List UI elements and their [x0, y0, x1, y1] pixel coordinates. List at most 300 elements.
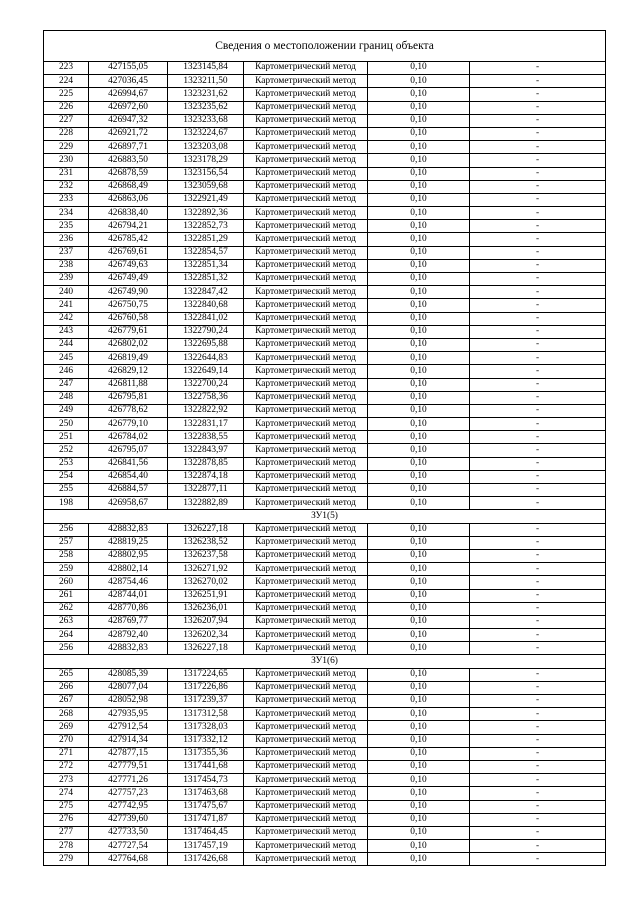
y-coordinate-cell: 1322649,14 [168, 365, 244, 378]
point-number-cell: 273 [44, 774, 89, 787]
table-row [44, 404, 606, 417]
method-cell: Картометрический метод [244, 141, 368, 154]
accuracy-cell: 0,10 [368, 576, 470, 589]
point-number-cell: 249 [44, 404, 89, 417]
x-coordinate-cell: 426854,40 [89, 470, 168, 483]
point-number-cell: 198 [44, 497, 89, 510]
description-cell: - [470, 853, 606, 866]
description-cell: - [470, 695, 606, 708]
document-page [43, 30, 605, 866]
table-row [44, 75, 606, 88]
x-coordinate-cell: 426760,58 [89, 312, 168, 325]
x-coordinate-cell: 426958,67 [89, 497, 168, 510]
point-number-cell: 256 [44, 642, 89, 655]
point-number-cell: 243 [44, 325, 89, 338]
description-cell: - [470, 154, 606, 167]
description-cell: - [470, 286, 606, 299]
table-row [44, 365, 606, 378]
accuracy-cell: 0,10 [368, 325, 470, 338]
method-cell: Картометрический метод [244, 312, 368, 325]
accuracy-cell: 0,10 [368, 642, 470, 655]
y-coordinate-cell: 1322882,89 [168, 497, 244, 510]
method-cell: Картометрический метод [244, 602, 368, 615]
x-coordinate-cell: 426947,32 [89, 114, 168, 127]
x-coordinate-cell: 426785,42 [89, 233, 168, 246]
accuracy-cell: 0,10 [368, 840, 470, 853]
method-cell: Картометрический метод [244, 642, 368, 655]
method-cell: Картометрический метод [244, 708, 368, 721]
table-row [44, 549, 606, 562]
method-cell: Картометрический метод [244, 75, 368, 88]
accuracy-cell: 0,10 [368, 338, 470, 351]
accuracy-cell: 0,10 [368, 536, 470, 549]
section-header: ЗУ1(5) [44, 510, 606, 523]
table-row [44, 760, 606, 773]
x-coordinate-cell: 426863,06 [89, 193, 168, 206]
description-cell: - [470, 497, 606, 510]
y-coordinate-cell: 1317463,68 [168, 787, 244, 800]
accuracy-cell: 0,10 [368, 760, 470, 773]
accuracy-cell: 0,10 [368, 299, 470, 312]
point-number-cell: 269 [44, 721, 89, 734]
point-number-cell: 272 [44, 760, 89, 773]
table-row [44, 668, 606, 681]
table-row [44, 853, 606, 866]
description-cell: - [470, 338, 606, 351]
description-cell: - [470, 207, 606, 220]
accuracy-cell: 0,10 [368, 114, 470, 127]
accuracy-cell: 0,10 [368, 127, 470, 140]
table-row [44, 800, 606, 813]
point-number-cell: 246 [44, 365, 89, 378]
y-coordinate-cell: 1322854,57 [168, 246, 244, 259]
method-cell: Картометрический метод [244, 457, 368, 470]
method-cell: Картометрический метод [244, 246, 368, 259]
y-coordinate-cell: 1322892,36 [168, 207, 244, 220]
point-number-cell: 229 [44, 141, 89, 154]
method-cell: Картометрический метод [244, 418, 368, 431]
y-coordinate-cell: 1323224,67 [168, 127, 244, 140]
description-cell: - [470, 457, 606, 470]
method-cell: Картометрический метод [244, 853, 368, 866]
method-cell: Картометрический метод [244, 286, 368, 299]
point-number-cell: 234 [44, 207, 89, 220]
y-coordinate-cell: 1317457,19 [168, 840, 244, 853]
table-row [44, 62, 606, 75]
y-coordinate-cell: 1322695,88 [168, 338, 244, 351]
accuracy-cell: 0,10 [368, 246, 470, 259]
point-number-cell: 252 [44, 444, 89, 457]
description-cell: - [470, 167, 606, 180]
method-cell: Картометрический метод [244, 800, 368, 813]
point-number-cell: 228 [44, 127, 89, 140]
accuracy-cell: 0,10 [368, 286, 470, 299]
method-cell: Картометрический метод [244, 299, 368, 312]
x-coordinate-cell: 428802,95 [89, 549, 168, 562]
x-coordinate-cell: 427036,45 [89, 75, 168, 88]
accuracy-cell: 0,10 [368, 695, 470, 708]
table-row [44, 180, 606, 193]
table-row [44, 220, 606, 233]
x-coordinate-cell: 426779,61 [89, 325, 168, 338]
table-row [44, 681, 606, 694]
y-coordinate-cell: 1317226,86 [168, 681, 244, 694]
y-coordinate-cell: 1326227,18 [168, 642, 244, 655]
point-number-cell: 223 [44, 62, 89, 75]
x-coordinate-cell: 428770,86 [89, 602, 168, 615]
accuracy-cell: 0,10 [368, 563, 470, 576]
table-row [44, 484, 606, 497]
table-row [44, 589, 606, 602]
table-row [44, 391, 606, 404]
x-coordinate-cell: 427935,95 [89, 708, 168, 721]
accuracy-cell: 0,10 [368, 800, 470, 813]
method-cell: Картометрический метод [244, 101, 368, 114]
accuracy-cell: 0,10 [368, 193, 470, 206]
point-number-cell: 231 [44, 167, 89, 180]
point-number-cell: 262 [44, 602, 89, 615]
accuracy-cell: 0,10 [368, 444, 470, 457]
table-title: Сведения о местоположении границ объекта [44, 31, 606, 62]
accuracy-cell: 0,10 [368, 418, 470, 431]
y-coordinate-cell: 1326251,91 [168, 589, 244, 602]
method-cell: Картометрический метод [244, 127, 368, 140]
accuracy-cell: 0,10 [368, 484, 470, 497]
point-number-cell: 264 [44, 629, 89, 642]
y-coordinate-cell: 1317355,36 [168, 747, 244, 760]
table-row [44, 536, 606, 549]
point-number-cell: 251 [44, 431, 89, 444]
method-cell: Картометрический метод [244, 721, 368, 734]
method-cell: Картометрический метод [244, 536, 368, 549]
method-cell: Картометрический метод [244, 523, 368, 536]
description-cell: - [470, 193, 606, 206]
y-coordinate-cell: 1317464,45 [168, 826, 244, 839]
accuracy-cell: 0,10 [368, 75, 470, 88]
table-row [44, 127, 606, 140]
accuracy-cell: 0,10 [368, 233, 470, 246]
x-coordinate-cell: 427764,68 [89, 853, 168, 866]
method-cell: Картометрический метод [244, 576, 368, 589]
method-cell: Картометрический метод [244, 207, 368, 220]
description-cell: - [470, 62, 606, 75]
accuracy-cell: 0,10 [368, 523, 470, 536]
point-number-cell: 227 [44, 114, 89, 127]
description-cell: - [470, 114, 606, 127]
table-row [44, 246, 606, 259]
table-row [44, 233, 606, 246]
y-coordinate-cell: 1322851,34 [168, 259, 244, 272]
accuracy-cell: 0,10 [368, 220, 470, 233]
method-cell: Картометрический метод [244, 352, 368, 365]
description-cell: - [470, 721, 606, 734]
point-number-cell: 274 [44, 787, 89, 800]
method-cell: Картометрический метод [244, 431, 368, 444]
point-number-cell: 232 [44, 180, 89, 193]
description-cell: - [470, 127, 606, 140]
x-coordinate-cell: 426994,67 [89, 88, 168, 101]
accuracy-cell: 0,10 [368, 629, 470, 642]
section-header-row [44, 510, 606, 523]
point-number-cell: 240 [44, 286, 89, 299]
y-coordinate-cell: 1326236,01 [168, 602, 244, 615]
description-cell: - [470, 536, 606, 549]
description-cell: - [470, 378, 606, 391]
x-coordinate-cell: 426784,02 [89, 431, 168, 444]
x-coordinate-cell: 426838,40 [89, 207, 168, 220]
description-cell: - [470, 602, 606, 615]
x-coordinate-cell: 428744,01 [89, 589, 168, 602]
accuracy-cell: 0,10 [368, 180, 470, 193]
description-cell: - [470, 404, 606, 417]
description-cell: - [470, 549, 606, 562]
table-row [44, 338, 606, 351]
accuracy-cell: 0,10 [368, 774, 470, 787]
point-number-cell: 245 [44, 352, 89, 365]
accuracy-cell: 0,10 [368, 826, 470, 839]
x-coordinate-cell: 426819,49 [89, 352, 168, 365]
x-coordinate-cell: 426972,60 [89, 101, 168, 114]
x-coordinate-cell: 426749,63 [89, 259, 168, 272]
x-coordinate-cell: 426795,07 [89, 444, 168, 457]
method-cell: Картометрический метод [244, 378, 368, 391]
table-row [44, 721, 606, 734]
accuracy-cell: 0,10 [368, 457, 470, 470]
method-cell: Картометрический метод [244, 787, 368, 800]
table-row [44, 167, 606, 180]
y-coordinate-cell: 1317312,58 [168, 708, 244, 721]
description-cell: - [470, 246, 606, 259]
method-cell: Картометрический метод [244, 88, 368, 101]
description-cell: - [470, 774, 606, 787]
accuracy-cell: 0,10 [368, 62, 470, 75]
table-row [44, 207, 606, 220]
accuracy-cell: 0,10 [368, 352, 470, 365]
y-coordinate-cell: 1322840,68 [168, 299, 244, 312]
table-row [44, 840, 606, 853]
description-cell: - [470, 840, 606, 853]
description-cell: - [470, 352, 606, 365]
y-coordinate-cell: 1322831,17 [168, 418, 244, 431]
point-number-cell: 260 [44, 576, 89, 589]
table-row [44, 101, 606, 114]
x-coordinate-cell: 428832,83 [89, 642, 168, 655]
description-cell: - [470, 391, 606, 404]
method-cell: Картометрический метод [244, 629, 368, 642]
point-number-cell: 253 [44, 457, 89, 470]
point-number-cell: 224 [44, 75, 89, 88]
method-cell: Картометрический метод [244, 549, 368, 562]
method-cell: Картометрический метод [244, 734, 368, 747]
description-cell: - [470, 826, 606, 839]
x-coordinate-cell: 426811,88 [89, 378, 168, 391]
description-cell: - [470, 629, 606, 642]
accuracy-cell: 0,10 [368, 141, 470, 154]
x-coordinate-cell: 426868,49 [89, 180, 168, 193]
description-cell: - [470, 668, 606, 681]
table-row [44, 273, 606, 286]
method-cell: Картометрический метод [244, 840, 368, 853]
table-row [44, 695, 606, 708]
accuracy-cell: 0,10 [368, 721, 470, 734]
y-coordinate-cell: 1317426,68 [168, 853, 244, 866]
description-cell: - [470, 708, 606, 721]
point-number-cell: 266 [44, 681, 89, 694]
table-row [44, 114, 606, 127]
description-cell: - [470, 681, 606, 694]
accuracy-cell: 0,10 [368, 708, 470, 721]
accuracy-cell: 0,10 [368, 431, 470, 444]
table-row [44, 352, 606, 365]
x-coordinate-cell: 427912,54 [89, 721, 168, 734]
accuracy-cell: 0,10 [368, 404, 470, 417]
x-coordinate-cell: 427757,23 [89, 787, 168, 800]
point-number-cell: 255 [44, 484, 89, 497]
accuracy-cell: 0,10 [368, 602, 470, 615]
table-row [44, 325, 606, 338]
point-number-cell: 257 [44, 536, 89, 549]
y-coordinate-cell: 1317332,12 [168, 734, 244, 747]
table-row [44, 299, 606, 312]
table-row [44, 826, 606, 839]
accuracy-cell: 0,10 [368, 853, 470, 866]
x-coordinate-cell: 426778,62 [89, 404, 168, 417]
y-coordinate-cell: 1326202,34 [168, 629, 244, 642]
point-number-cell: 237 [44, 246, 89, 259]
y-coordinate-cell: 1322758,36 [168, 391, 244, 404]
point-number-cell: 263 [44, 615, 89, 628]
x-coordinate-cell: 427739,60 [89, 813, 168, 826]
point-number-cell: 271 [44, 747, 89, 760]
description-cell: - [470, 800, 606, 813]
x-coordinate-cell: 427727,54 [89, 840, 168, 853]
y-coordinate-cell: 1326271,92 [168, 563, 244, 576]
x-coordinate-cell: 426779,10 [89, 418, 168, 431]
method-cell: Картометрический метод [244, 760, 368, 773]
accuracy-cell: 0,10 [368, 167, 470, 180]
method-cell: Картометрический метод [244, 259, 368, 272]
accuracy-cell: 0,10 [368, 312, 470, 325]
x-coordinate-cell: 427742,95 [89, 800, 168, 813]
description-cell: - [470, 523, 606, 536]
x-coordinate-cell: 428769,77 [89, 615, 168, 628]
y-coordinate-cell: 1323059,68 [168, 180, 244, 193]
title-row [44, 31, 606, 62]
table-row [44, 615, 606, 628]
method-cell: Картометрический метод [244, 167, 368, 180]
x-coordinate-cell: 428754,46 [89, 576, 168, 589]
table-row [44, 813, 606, 826]
boundary-table [43, 30, 606, 866]
method-cell: Картометрический метод [244, 813, 368, 826]
method-cell: Картометрический метод [244, 365, 368, 378]
method-cell: Картометрический метод [244, 273, 368, 286]
table-row [44, 497, 606, 510]
description-cell: - [470, 470, 606, 483]
description-cell: - [470, 787, 606, 800]
method-cell: Картометрический метод [244, 695, 368, 708]
description-cell: - [470, 813, 606, 826]
y-coordinate-cell: 1326207,94 [168, 615, 244, 628]
y-coordinate-cell: 1322921,49 [168, 193, 244, 206]
point-number-cell: 267 [44, 695, 89, 708]
accuracy-cell: 0,10 [368, 470, 470, 483]
accuracy-cell: 0,10 [368, 497, 470, 510]
x-coordinate-cell: 428819,25 [89, 536, 168, 549]
accuracy-cell: 0,10 [368, 154, 470, 167]
table-row [44, 312, 606, 325]
point-number-cell: 248 [44, 391, 89, 404]
description-cell: - [470, 180, 606, 193]
point-number-cell: 270 [44, 734, 89, 747]
point-number-cell: 233 [44, 193, 89, 206]
y-coordinate-cell: 1322852,73 [168, 220, 244, 233]
description-cell: - [470, 312, 606, 325]
point-number-cell: 244 [44, 338, 89, 351]
method-cell: Картометрический метод [244, 470, 368, 483]
x-coordinate-cell: 426749,49 [89, 273, 168, 286]
table-row [44, 154, 606, 167]
description-cell: - [470, 615, 606, 628]
point-number-cell: 241 [44, 299, 89, 312]
x-coordinate-cell: 426749,90 [89, 286, 168, 299]
method-cell: Картометрический метод [244, 338, 368, 351]
x-coordinate-cell: 426750,75 [89, 299, 168, 312]
table-row [44, 576, 606, 589]
section-header-row [44, 655, 606, 668]
description-cell: - [470, 299, 606, 312]
table-row [44, 470, 606, 483]
table-row [44, 563, 606, 576]
y-coordinate-cell: 1323145,84 [168, 62, 244, 75]
table-row [44, 708, 606, 721]
method-cell: Картометрический метод [244, 62, 368, 75]
point-number-cell: 230 [44, 154, 89, 167]
accuracy-cell: 0,10 [368, 668, 470, 681]
section-header: ЗУ1(6) [44, 655, 606, 668]
accuracy-cell: 0,10 [368, 88, 470, 101]
table-row [44, 378, 606, 391]
method-cell: Картометрический метод [244, 615, 368, 628]
y-coordinate-cell: 1322790,24 [168, 325, 244, 338]
table-row [44, 602, 606, 615]
description-cell: - [470, 444, 606, 457]
accuracy-cell: 0,10 [368, 747, 470, 760]
description-cell: - [470, 760, 606, 773]
method-cell: Картометрический метод [244, 563, 368, 576]
y-coordinate-cell: 1323233,68 [168, 114, 244, 127]
x-coordinate-cell: 426883,50 [89, 154, 168, 167]
point-number-cell: 258 [44, 549, 89, 562]
table-row [44, 88, 606, 101]
point-number-cell: 265 [44, 668, 89, 681]
table-row [44, 431, 606, 444]
x-coordinate-cell: 426878,59 [89, 167, 168, 180]
point-number-cell: 259 [44, 563, 89, 576]
method-cell: Картометрический метод [244, 826, 368, 839]
method-cell: Картометрический метод [244, 233, 368, 246]
x-coordinate-cell: 426769,61 [89, 246, 168, 259]
point-number-cell: 278 [44, 840, 89, 853]
description-cell: - [470, 101, 606, 114]
y-coordinate-cell: 1317475,67 [168, 800, 244, 813]
point-number-cell: 256 [44, 523, 89, 536]
y-coordinate-cell: 1322838,55 [168, 431, 244, 444]
y-coordinate-cell: 1317441,68 [168, 760, 244, 773]
description-cell: - [470, 484, 606, 497]
point-number-cell: 250 [44, 418, 89, 431]
y-coordinate-cell: 1322851,32 [168, 273, 244, 286]
